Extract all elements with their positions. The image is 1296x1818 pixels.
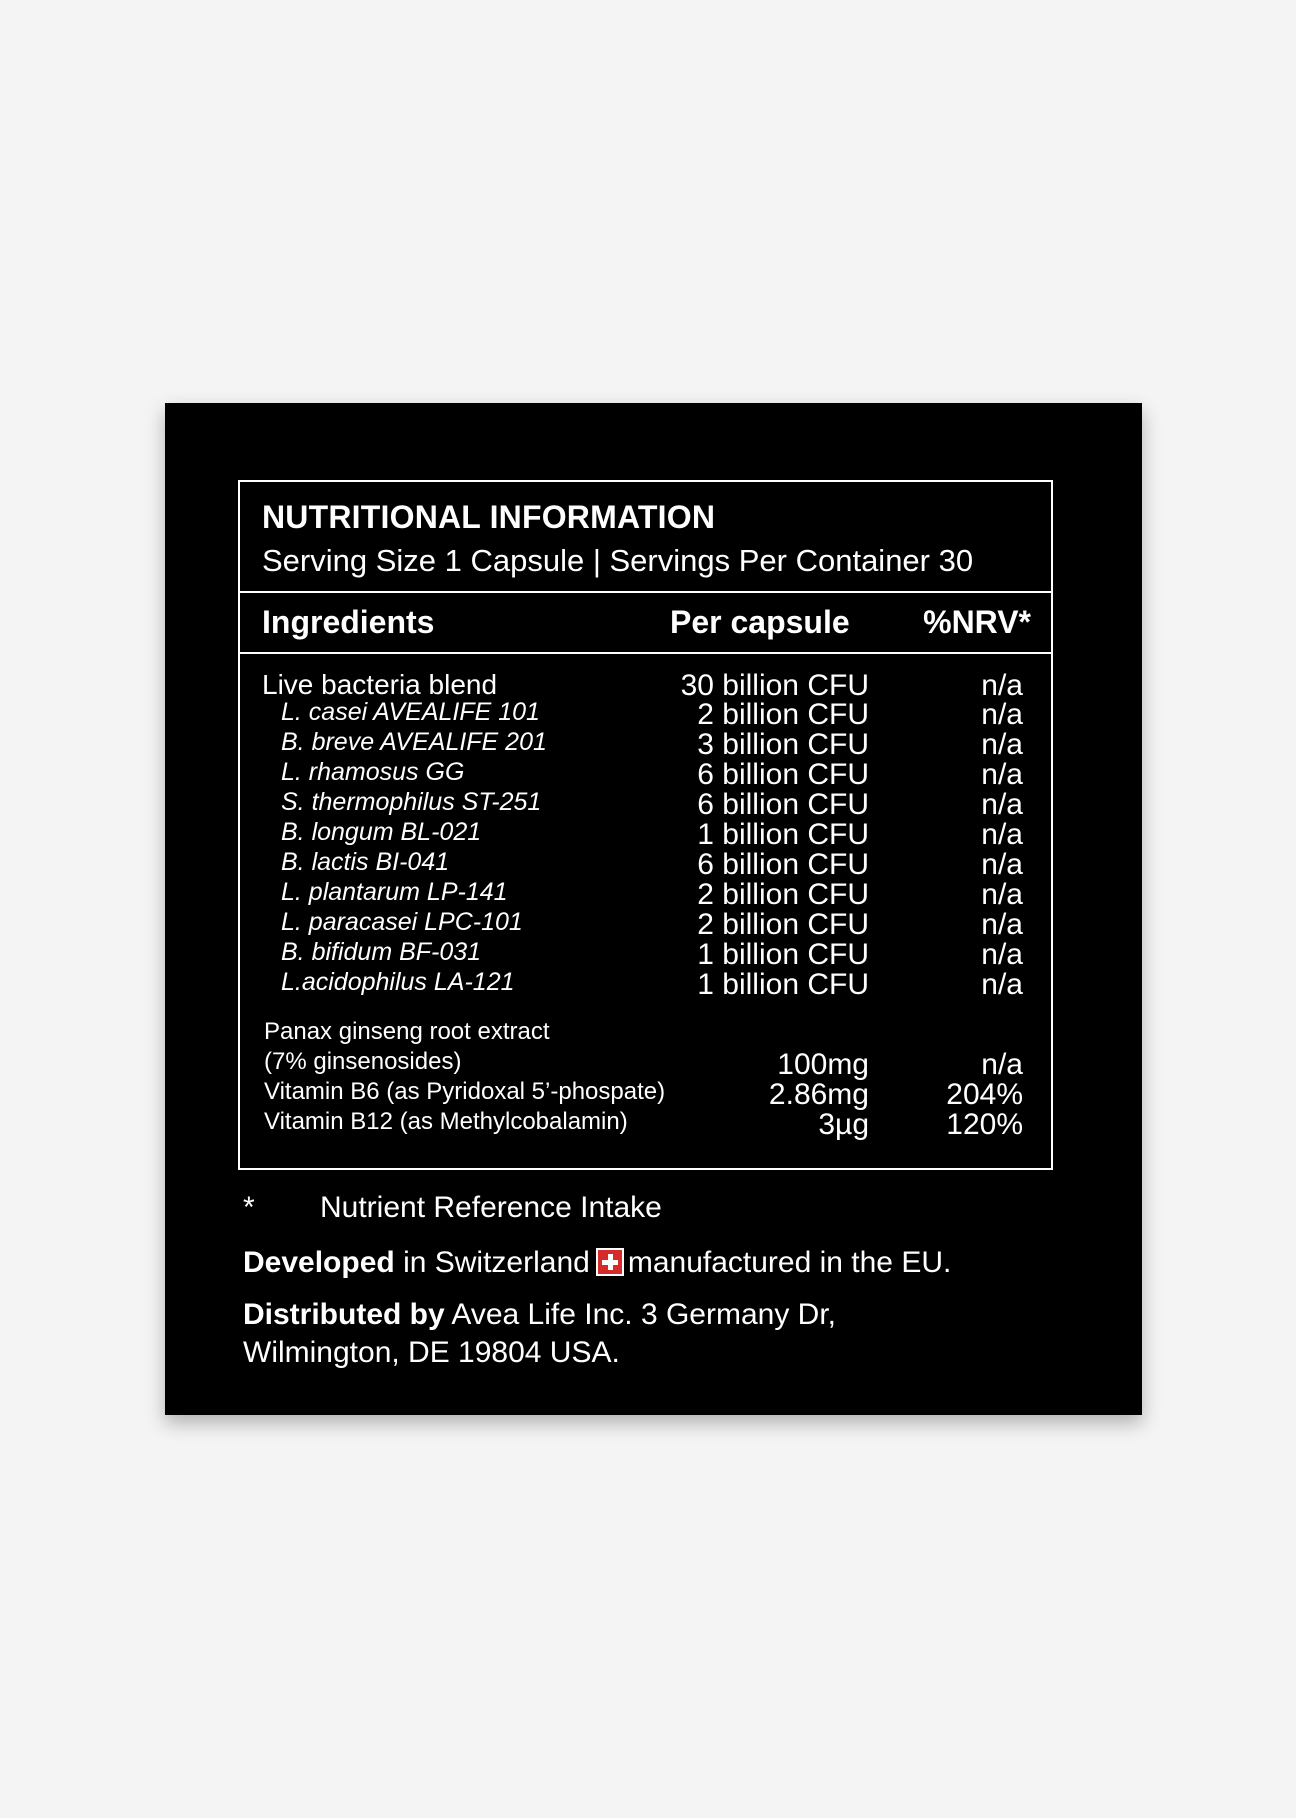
panel-title: NUTRITIONAL INFORMATION	[262, 499, 716, 535]
table-row	[240, 758, 1051, 791]
table-row	[240, 728, 1051, 761]
per-capsule-value: 1 billion CFU	[697, 968, 869, 1001]
per-capsule-value: 2 billion CFU	[697, 698, 869, 731]
per-capsule-value: 3 billion CFU	[697, 728, 869, 761]
nrv-value: n/a	[981, 788, 1023, 821]
ingredient-name: S. thermophilus ST-251	[281, 788, 542, 816]
nrv-value: n/a	[981, 908, 1023, 941]
nrv-value: n/a	[981, 848, 1023, 881]
developed-label: Developed	[243, 1246, 395, 1279]
ingredient-name: B. lactis BI-041	[281, 848, 450, 876]
table-row	[240, 818, 1051, 851]
nrv-value: n/a	[981, 698, 1023, 731]
divider-line	[240, 591, 1051, 593]
table-row	[240, 788, 1051, 821]
column-header-per-capsule: Per capsule	[670, 604, 850, 640]
nrv-value: n/a	[981, 968, 1023, 1001]
ingredient-name: Panax ginseng root extract	[264, 1018, 550, 1045]
table-row	[240, 938, 1051, 971]
distributor-address-line1: Avea Life Inc. 3 Germany Dr,	[451, 1298, 836, 1331]
nrv-value: n/a	[981, 1048, 1023, 1081]
per-capsule-value: 3µg	[818, 1108, 869, 1141]
ingredient-name: L.acidophilus LA-121	[281, 968, 515, 996]
manufactured-text: manufactured in the EU.	[627, 1246, 952, 1279]
per-capsule-value: 30 billion CFU	[680, 669, 869, 702]
divider-line	[240, 652, 1051, 654]
distributor-address-line2: Wilmington, DE 19804 USA.	[243, 1336, 620, 1369]
table-row	[240, 848, 1051, 881]
nrv-value: n/a	[981, 818, 1023, 851]
developed-line	[243, 1246, 951, 1280]
per-capsule-value: 6 billion CFU	[697, 848, 869, 881]
serving-info: Serving Size 1 Capsule | Servings Per Container 30	[262, 543, 974, 578]
developed-location: in Switzerland	[403, 1246, 590, 1279]
column-header-ingredients: Ingredients	[262, 604, 435, 640]
ingredient-name: Vitamin B6 (as Pyridoxal 5’-phospate)	[264, 1078, 666, 1105]
nrv-value: n/a	[981, 878, 1023, 911]
ingredient-name: B. bifidum BF-031	[281, 938, 482, 966]
nrv-value: n/a	[981, 938, 1023, 971]
table-row	[240, 1108, 1051, 1141]
footnote-asterisk: *	[243, 1191, 255, 1224]
per-capsule-value: 2.86mg	[768, 1078, 869, 1111]
ingredient-name: Vitamin B12 (as Methylcobalamin)	[264, 1108, 628, 1135]
ingredient-name: (7% ginsenosides)	[264, 1048, 462, 1075]
per-capsule-value: 1 billion CFU	[697, 818, 869, 851]
nrv-value: n/a	[981, 758, 1023, 791]
per-capsule-value: 6 billion CFU	[697, 758, 869, 791]
footnote-nri-text: Nutrient Reference Intake	[320, 1191, 662, 1224]
per-capsule-value: 2 billion CFU	[697, 908, 869, 941]
per-capsule-value: 1 billion CFU	[697, 938, 869, 971]
nutrition-label-card	[165, 403, 1142, 1415]
nutrition-table-box	[238, 480, 1053, 1170]
ingredient-name: Live bacteria blend	[262, 669, 498, 700]
ingredient-name: L. rhamosus GG	[281, 758, 465, 786]
nrv-value: 120%	[946, 1108, 1023, 1141]
nrv-value: n/a	[981, 728, 1023, 761]
per-capsule-value: 6 billion CFU	[697, 788, 869, 821]
table-row	[240, 968, 1051, 1001]
ingredient-name: L. casei AVEALIFE 101	[281, 698, 540, 726]
distributed-label: Distributed by	[243, 1298, 445, 1331]
table-row	[240, 878, 1051, 911]
swiss-flag-icon	[596, 1248, 624, 1276]
table-row	[240, 1018, 1051, 1048]
ingredient-name: L. plantarum LP-141	[281, 878, 508, 906]
ingredient-name: L. paracasei LPC-101	[281, 908, 523, 936]
table-row	[240, 1078, 1051, 1111]
column-header-nrv: %NRV*	[923, 604, 1031, 640]
table-row	[240, 698, 1051, 731]
ingredient-name: B. breve AVEALIFE 201	[281, 728, 547, 756]
distributor-line	[243, 1298, 836, 1332]
table-row	[240, 1048, 1051, 1081]
nrv-value: 204%	[946, 1078, 1023, 1111]
table-row	[240, 669, 1051, 702]
ingredient-name: B. longum BL-021	[281, 818, 482, 846]
per-capsule-value: 2 billion CFU	[697, 878, 869, 911]
table-row	[240, 908, 1051, 941]
nrv-value: n/a	[981, 669, 1023, 702]
per-capsule-value: 100mg	[777, 1048, 869, 1081]
